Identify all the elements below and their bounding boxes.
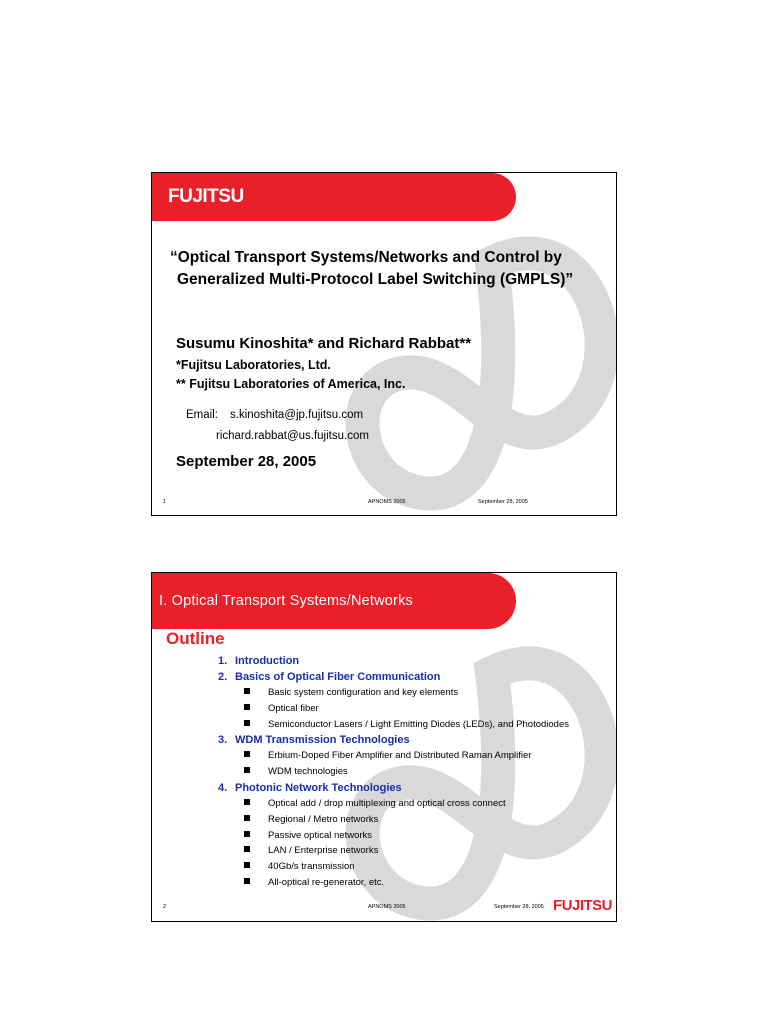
list-item: LAN / Enterprise networks <box>218 843 569 859</box>
slide-title: I. Optical Transport Systems/Networks <box>159 593 413 609</box>
outline-item-1: 1. Introduction <box>218 655 300 667</box>
slide-number: 2 <box>163 904 167 910</box>
square-bullet-icon <box>244 831 250 837</box>
list-item: Semiconductor Lasers / Light Emitting Diodes (LEDs), and Photodiodes <box>218 717 569 733</box>
fujitsu-logo: FUJITSU <box>553 897 613 914</box>
red-banner <box>152 573 516 629</box>
presentation-title <box>170 247 590 291</box>
email-2[interactable]: richard.rabbat@us.fujitsu.com <box>216 430 369 442</box>
list-item: Optical fiber <box>218 701 569 717</box>
square-bullet-icon <box>244 688 250 694</box>
list-item: Basic system configuration and key elements <box>218 685 569 701</box>
outline-slide <box>151 572 617 922</box>
square-bullet-icon <box>244 720 250 726</box>
square-bullet-icon <box>244 862 250 868</box>
outline-heading: Outline <box>166 629 225 648</box>
footer-date: September 28, 2005 <box>478 499 528 505</box>
footer-conference: APNOMS 2005 <box>368 904 406 910</box>
list-item: Optical add / drop multiplexing and optical cross connect <box>218 796 569 812</box>
affiliation-2: ** Fujitsu Laboratories of America, Inc. <box>176 377 406 391</box>
outline-list <box>218 653 569 891</box>
outline-item-3: 3. WDM Transmission Technologies <box>218 734 410 747</box>
slide-number: 1 <box>163 499 167 505</box>
red-banner <box>152 173 516 221</box>
affiliation-1: *Fujitsu Laboratories, Ltd. <box>176 358 331 372</box>
presentation-date: September 28, 2005 <box>176 453 317 470</box>
footer-date: September 28, 2005 <box>494 904 544 910</box>
email-1[interactable]: s.kinoshita@jp.fujitsu.com <box>230 409 364 421</box>
title-slide <box>151 172 617 516</box>
list-item: 40Gb/s transmission <box>218 859 569 875</box>
fujitsu-logo: FUJITSU <box>168 186 244 207</box>
square-bullet-icon <box>244 878 250 884</box>
list-item: Regional / Metro networks <box>218 812 569 828</box>
email-label: Email: <box>186 409 218 421</box>
list-item: All-optical re-generator, etc. <box>218 875 569 891</box>
square-bullet-icon <box>244 799 250 805</box>
outline-item-4: 4. Photonic Network Technologies <box>218 781 402 794</box>
list-item: WDM technologies <box>218 764 569 780</box>
list-item: Erbium-Doped Fiber Amplifier and Distributed Raman Amplifier <box>218 748 569 764</box>
title-line-1: “Optical Transport Systems/Networks and Control by <box>170 249 562 266</box>
footer-conference: APNOMS 2005 <box>368 499 406 505</box>
square-bullet-icon <box>244 846 250 852</box>
square-bullet-icon <box>244 767 250 773</box>
square-bullet-icon <box>244 704 250 710</box>
title-line-2: Generalized Multi-Protocol Label Switching (GMPLS)” <box>177 271 574 288</box>
square-bullet-icon <box>244 815 250 821</box>
authors: Susumu Kinoshita* and Richard Rabbat** <box>176 335 472 352</box>
square-bullet-icon <box>244 751 250 757</box>
list-item: Passive optical networks <box>218 828 569 844</box>
outline-item-2: 2. Basics of Optical Fiber Communication <box>218 671 441 683</box>
